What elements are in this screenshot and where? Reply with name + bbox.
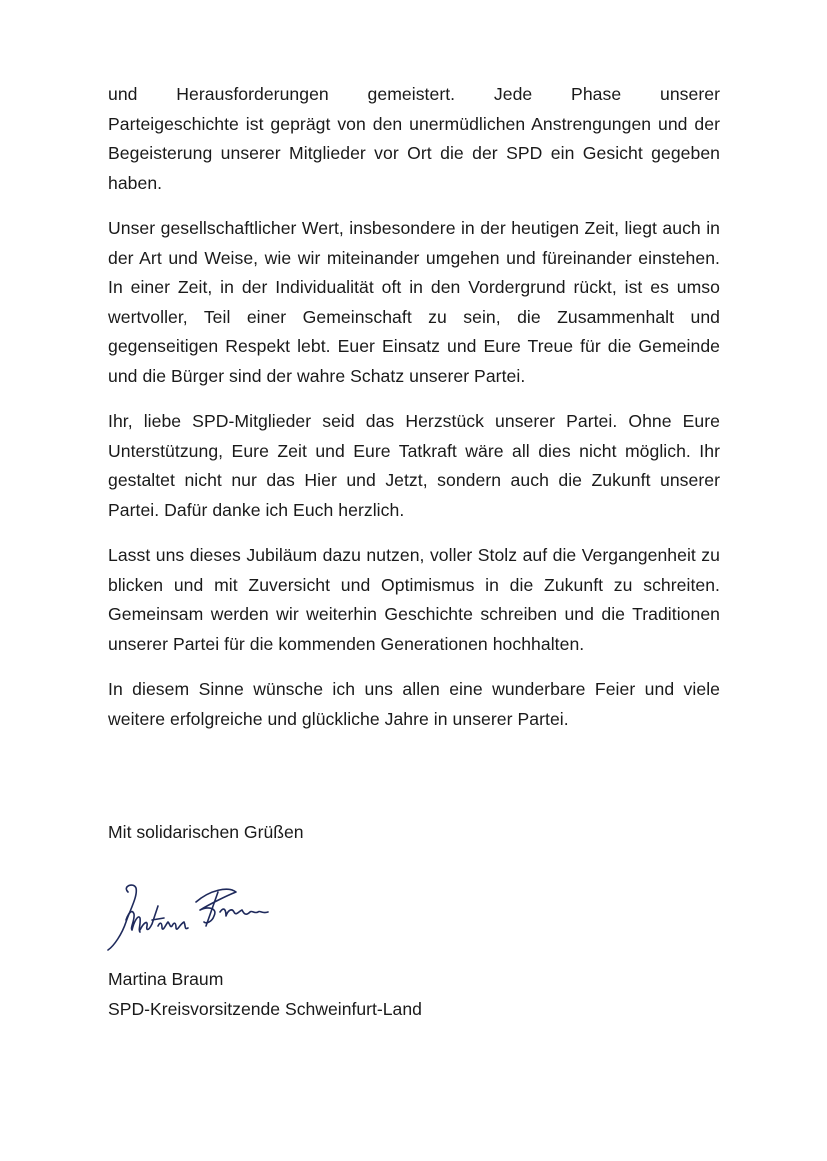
paragraph-1-first-line: und Herausforderungen gemeistert. Jede Phase unserer <box>108 84 720 104</box>
paragraph-5: In diesem Sinne wünsche ich uns allen eine wunderbare Feier und viele weitere erfolgreiche und glückliche Jahre in unserer Partei. <box>108 679 720 729</box>
paragraph-1 <box>108 80 720 198</box>
paragraph-1-rest: Parteigeschichte ist geprägt von den unermüdlichen Anstrengungen und der Begeisterung unserer Mitglieder vor Ort die der SPD ein Gesicht gegeben haben. <box>108 113 720 193</box>
paragraph-4: Lasst uns dieses Jubiläum dazu nutzen, voller Stolz auf die Vergangenheit zu blicken und mit Zuversicht und Optimismus in die Zukunft zu schreiten. Gemeinsam werden wir weiterhin Geschichte schreiben und die Traditionen unserer Partei für die kommenden Generationen hochhalten. <box>108 545 720 654</box>
closing-salutation: Mit solidarischen Grüßen <box>108 822 304 842</box>
handwritten-signature <box>100 862 280 958</box>
signer-name: Martina Braum <box>108 969 224 989</box>
letter-body <box>108 80 720 750</box>
paragraph-2: Unser gesellschaftlicher Wert, insbesondere in der heutigen Zeit, liegt auch in der Art und Weise, wie wir miteinander umgehen und füreinander einstehen. In einer Zeit, in der Individualität oft in den Vordergrund rückt, ist es umso wertvoller, Teil einer Gemeinschaft zu sein, die Zusammenhalt und gegenseitigen Respekt lebt. Euer Einsatz und Eure Treue für die Gemeinde und die Bürger sind der wahre Schatz unserer Partei. <box>108 218 720 386</box>
paragraph-3: Ihr, liebe SPD-Mitglieder seid das Herzstück unserer Partei. Ohne Eure Unterstützung, Eure Zeit und Eure Tatkraft wäre all dies nicht möglich. Ihr gestaltet nicht nur das Hier und Jetzt, sondern auch die Zukunft unserer Partei. Dafür danke ich Euch herzlich. <box>108 411 720 520</box>
signer-title: SPD-Kreisvorsitzende Schweinfurt-Land <box>108 999 422 1019</box>
signer-block <box>108 964 422 1024</box>
